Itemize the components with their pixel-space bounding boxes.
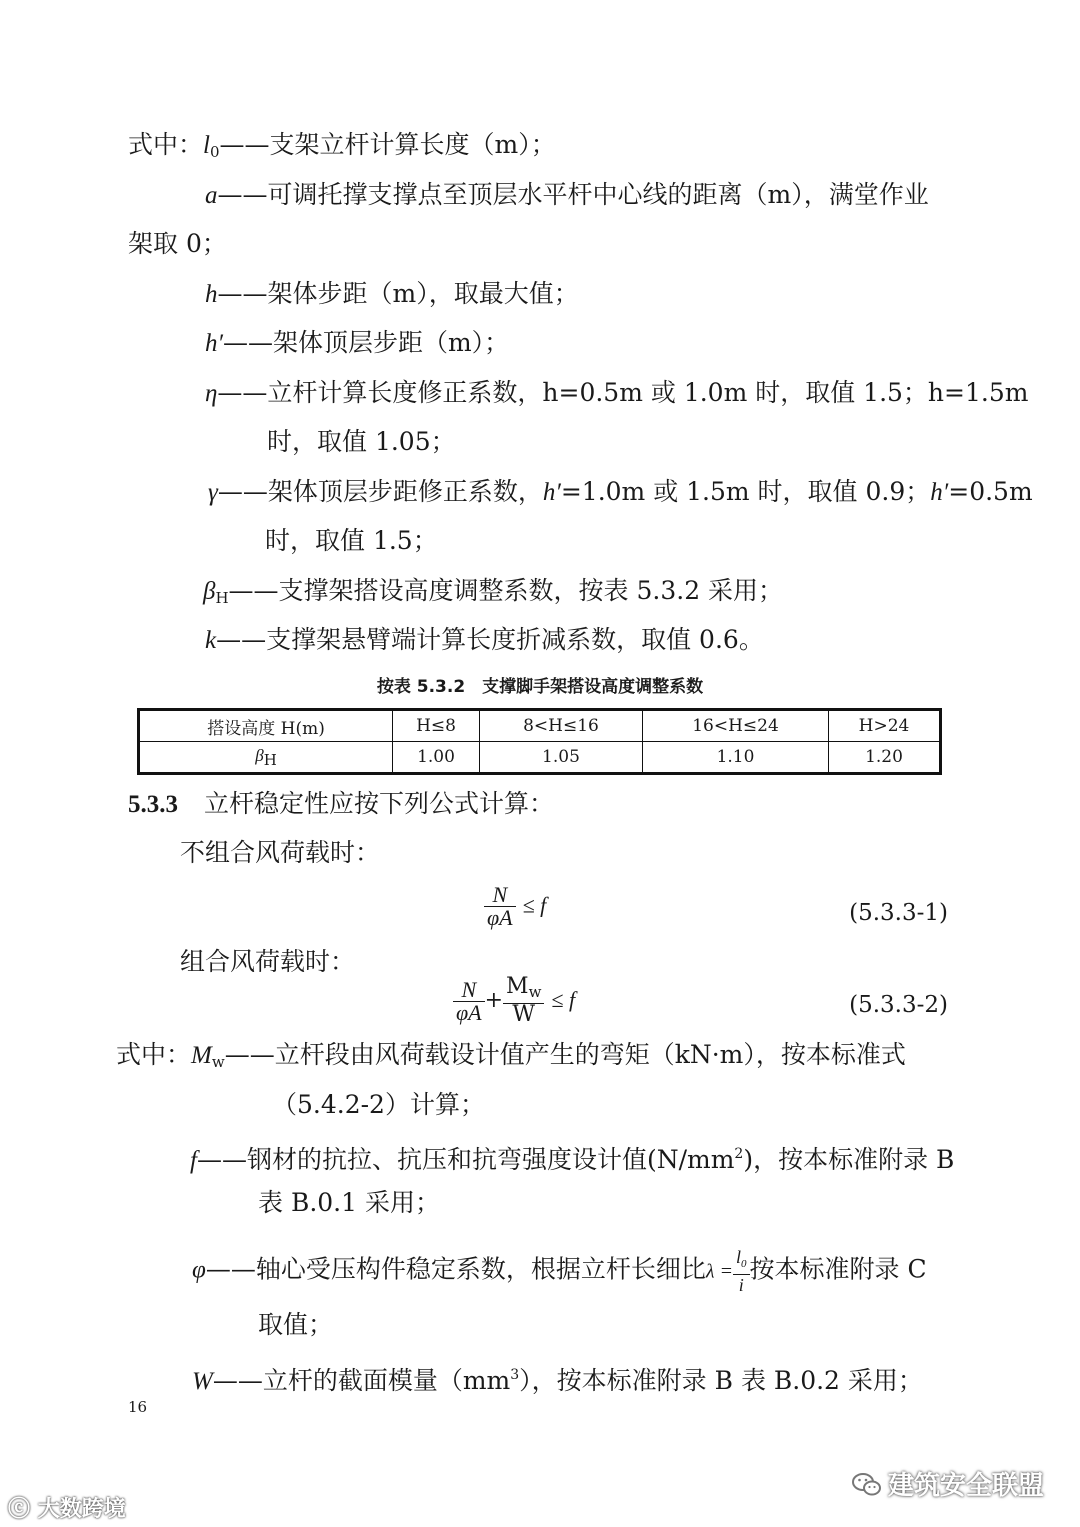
watermark-right: 建筑安全联盟 [852,1465,1044,1502]
def-l0: 式中：$l_0——$支架立杆计算长度（m）； [128,130,556,161]
table-cell: 1.05 [479,742,642,774]
table-row-label: βH [139,742,393,774]
def-h: h——架体步距（m），取最大值； [205,279,579,308]
table-header-cell: 搭设高度 H(m) [139,710,393,742]
def-eta: η——立杆计算长度修正系数，h=0.5m 或 1.0m 时，取值 1.5；h=1.5m [205,378,1029,407]
def-phi: φ——轴心受压构件稳定系数，根据立杆长细比λ = $\frac{l_0}{i}$ 按本标准附录 C [192,1247,927,1295]
def-w: W——立杆的截面模量$(mm^3)$，按本标准附录 B 表 B.0.2 采用； [192,1366,923,1395]
table-caption: 按表 5.3.2 支撑脚手架搭设高度调整系数 [376,677,704,697]
def-beta-h: $\beta_H——$支撑架搭设高度调整系数，按表 5.3.2 采用； [203,576,784,607]
table-header-cell: H≤8 [393,710,480,742]
table-header-cell: H>24 [829,710,941,742]
height-adjustment-table [137,708,942,775]
table-cell: 1.20 [829,742,941,774]
equation-2-number: (5.3.3-2) [849,992,948,1018]
def-f: f——钢材的抗拉、抗压和抗弯强度设计值$(N/mm^2)$，按本标准附录 B [190,1145,955,1174]
def-k: k——支撑架悬臂端计算长度折减系数，取值 0.6。 [205,625,764,654]
wechat-icon [852,1472,882,1498]
table-header-cell: 16<H≤24 [642,710,828,742]
page-number: 16 [128,1398,148,1416]
table-header-row [139,710,941,742]
table-row [139,742,941,774]
case-wind: 组合风荷载时： [180,947,356,976]
equation-1-number: (5.3.3-1) [849,900,948,926]
def-phi-cont: 取值； [258,1310,334,1339]
def-gamma-cont: 时，取值 1.5； [265,526,438,555]
watermark-left: ⓒ 大数跨境 [8,1497,126,1522]
def-a: a——可调托撑支撑点至顶层水平杆中心线的距离（m），满堂作业 [205,180,929,209]
case-no-wind: 不组合风荷载时： [180,838,381,867]
def-gamma: γ——架体顶层步距修正系数，h′=1.0m 或 1.5m 时，取值 0.9；h′=0.5m [208,477,1033,506]
table-cell: 1.00 [393,742,480,774]
def-a-cont: 架取 0； [128,229,227,258]
table-header-cell: 8<H≤16 [479,710,642,742]
def-f-cont: 表 B.0.1 采用； [258,1188,440,1217]
table-cell: 1.10 [642,742,828,774]
def-mw-cont: （5.4.2-2）计算； [272,1090,485,1119]
section-heading: 5.3.3 立杆稳定性应按下列公式计算： [128,789,555,818]
equation-2: $\frac{N}{\varphi A}$ + $\frac{M_w}{W}$ ≤ f [453,976,575,1026]
def-h-prime: h′——架体顶层步距（m）； [205,328,510,357]
equation-1: $\frac{N}{\varphi A}$ ≤ f [484,884,546,929]
def-eta-cont: 时，取值 1.05； [267,427,456,456]
def-mw: 式中：$M_w——$立杆段由风荷载设计值产生的弯矩（kN·m），按本标准式 [116,1040,906,1071]
logo-icon: ⓒ [8,1497,31,1522]
